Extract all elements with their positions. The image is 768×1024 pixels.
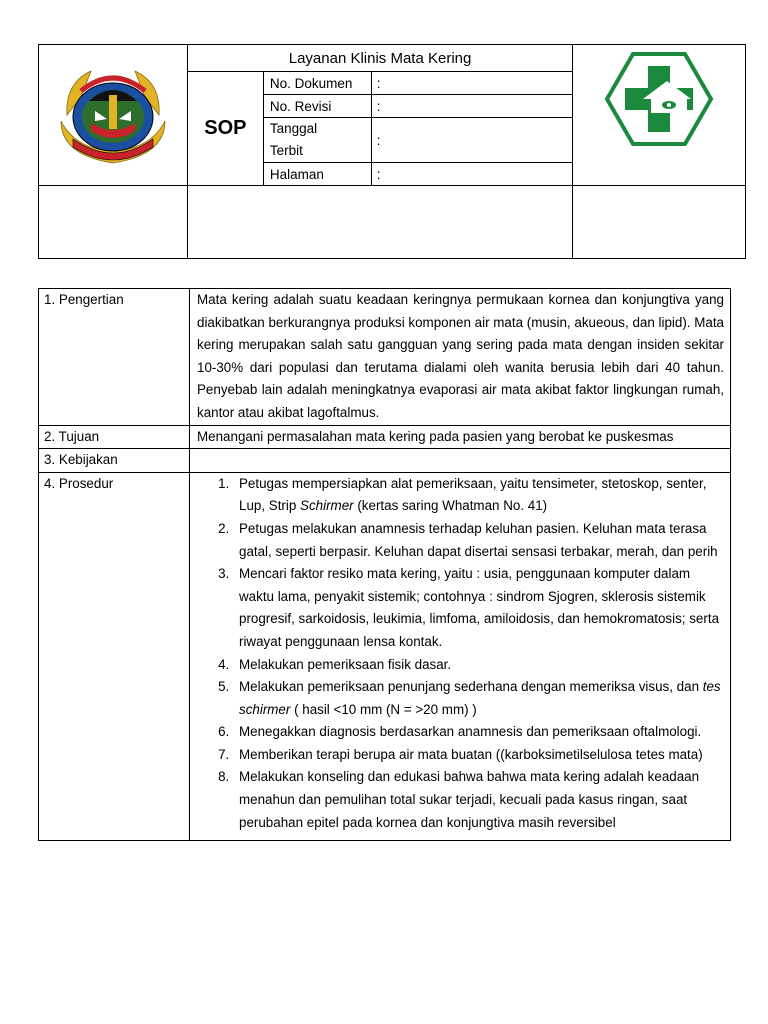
section-kebijakan — [39, 449, 731, 473]
field-label-halaman: Halaman — [263, 163, 371, 186]
field-label-tanggal-line2: Terbit — [269, 143, 303, 158]
field-value-tanggal-terbit: : — [371, 118, 572, 163]
procedure-step: 5. Melakukan pemeriksaan penunjang sederhana dengan memeriksa visus, dan tes schirmer ( hasil <10 mm (N = >20 mm) ) — [233, 676, 724, 721]
signature-cell-left — [39, 186, 188, 259]
section-tujuan — [39, 425, 731, 449]
section-label: 2. Tujuan — [39, 425, 190, 449]
section-prosedur — [39, 472, 731, 841]
procedure-step: 8. Melakukan konseling dan edukasi bahwa bahwa mata kering adalah keadaan menahun dan pemulihan total sukar terjadi, kecuali pada kasus ringan, saat perubahan epitel pada kornea dan konjungtiva masih reversibel — [233, 766, 724, 834]
procedure-step: 1. Petugas mempersiapkan alat pemeriksaan, yaitu tensimeter, stetoskop, senter, Lup, Strip Schirmer (kertas saring Whatman No. 41) — [233, 473, 724, 518]
document-title: Layanan Klinis Mata Kering — [187, 45, 572, 72]
field-label-no-dokumen: No. Dokumen — [263, 72, 371, 95]
section-label: 1. Pengertian — [39, 289, 190, 426]
sop-label: SOP — [187, 72, 263, 186]
section-label: 4. Prosedur — [39, 472, 190, 841]
field-value-no-revisi: : — [371, 95, 572, 118]
section-label: 3. Kebijakan — [39, 449, 190, 473]
sop-header-table — [38, 44, 746, 259]
field-label-no-revisi: No. Revisi — [263, 95, 371, 118]
field-label-tanggal-terbit — [263, 118, 371, 163]
section-text: Menangani permasalahan mata kering pada pasien yang berobat ke puskesmas — [190, 425, 731, 449]
field-value-no-dokumen: : — [371, 72, 572, 95]
signature-cell-right — [573, 186, 746, 259]
section-pengertian — [39, 289, 731, 426]
procedure-step: 6. Menegakkan diagnosis berdasarkan anamnesis dan pemeriksaan oftalmologi. — [233, 721, 724, 744]
procedure-step: 7. Memberikan terapi berupa air mata buatan ((karboksimetilselulosa tetes mata) — [233, 744, 724, 767]
section-text: Mata kering adalah suatu keadaan keringnya permukaan kornea dan konjungtiva yang diakibatkan berkurangnya produksi komponen air mata (musin, akueous, dan lipid). Mata kering merupakan salah satu gangguan yang sering pada mata dengan insiden sekitar 10-30% dari populasi dan terutama dialami oleh wanita berusia lebih dari 40 tahun. Penyebab lain adalah meningkatnya evaporasi air mata akibat faktor lingkungan rumah, kantor atau akibat lagoftalmus. — [190, 289, 731, 426]
logo-cell-left — [39, 45, 188, 186]
signature-cell-center — [187, 186, 572, 259]
procedure-list — [197, 473, 724, 835]
procedure-step: 4. Melakukan pemeriksaan fisik dasar. — [233, 654, 724, 677]
section-text — [190, 449, 731, 473]
procedure-step: 2. Petugas melakukan anamnesis terhadap keluhan pasien. Keluhan mata terasa gatal, seperti berpasir. Keluhan dapat disertai sensasi terbakar, merah, dan perih — [233, 518, 724, 563]
field-value-halaman: : — [371, 163, 572, 186]
logo-cell-right — [573, 45, 746, 186]
field-label-tanggal-line1: Tanggal — [269, 121, 318, 136]
sop-content-table — [38, 288, 731, 841]
puskesmas-logo-icon — [603, 51, 715, 147]
procedure-cell — [190, 472, 731, 841]
procedure-step: 3. Mencari faktor resiko mata kering, yaitu : usia, penggunaan komputer dalam waktu lama, penyakit sistemik; contohnya : sindrom Sjogren, sklerosis sistemik progresif, sarkoidosis, leukimia, limfoma, amiloidosis, dan hemokromatosis; serta riwayat penggunaan lensa kontak. — [233, 563, 724, 653]
regency-emblem-icon — [51, 61, 175, 169]
